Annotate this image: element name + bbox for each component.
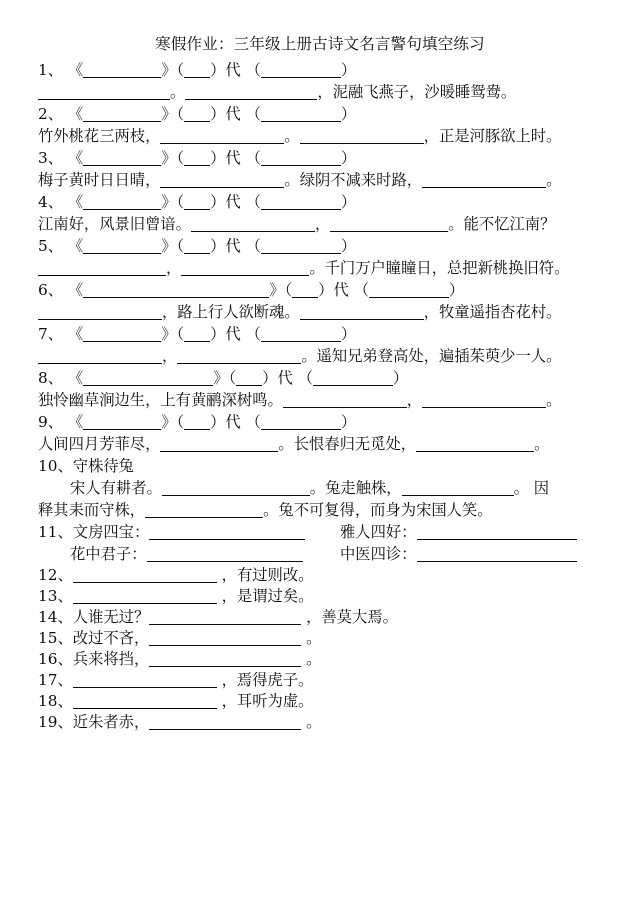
poem-title-blank[interactable] — [83, 282, 269, 298]
poem-verse-line — [38, 389, 606, 411]
static-text: 竹外桃花三两枝， — [38, 127, 161, 145]
author-bracket-close: ） — [448, 281, 465, 299]
author-bracket-close: ） — [392, 369, 409, 387]
dynasty-bracket-open: 》（ — [161, 105, 185, 123]
poem-verse-line — [38, 301, 606, 323]
poem-author-blank[interactable] — [313, 370, 393, 386]
item-11-right-label: 雅人四好： — [340, 523, 417, 541]
item-11-right-cell — [340, 521, 606, 543]
answer-blank[interactable] — [300, 304, 424, 320]
poem-author-blank[interactable] — [261, 194, 341, 210]
poem-dynasty-blank[interactable] — [184, 194, 210, 210]
item-number: 11、 — [38, 523, 73, 541]
answer-blank[interactable] — [38, 348, 162, 364]
item-11-left-label: 文房四宝： — [72, 523, 150, 541]
title-bracket-open: 《 — [63, 369, 84, 387]
static-text: 。兔走触株， — [309, 479, 402, 497]
item-11-left-blank[interactable] — [149, 524, 305, 540]
static-text: ，是谓过矣。 — [216, 587, 314, 605]
item-11-row — [38, 543, 606, 565]
dynasty-bracket-open: 》（ — [161, 237, 185, 255]
static-text: ，耳听为虚。 — [216, 692, 314, 710]
item-10-text-line — [38, 477, 606, 499]
classical-text-item-10 — [38, 455, 606, 521]
answer-blank[interactable] — [422, 172, 546, 188]
poem-number: 4、 — [38, 193, 64, 211]
answer-blank[interactable] — [145, 502, 263, 518]
static-text: ，有过则改。 — [216, 566, 314, 584]
answer-blank[interactable] — [149, 651, 301, 667]
answer-blank[interactable] — [160, 436, 278, 452]
dynasty-bracket-open: 》（ — [161, 413, 185, 431]
maxim-line — [38, 586, 606, 607]
answer-blank[interactable] — [177, 348, 301, 364]
poem-header-line — [38, 191, 606, 213]
static-text: ，善莫大焉。 — [301, 608, 398, 626]
static-text: 。 — [546, 391, 562, 409]
author-bracket-open: ）代 （ — [210, 325, 261, 343]
poem-dynasty-blank[interactable] — [184, 238, 210, 254]
answer-blank[interactable] — [160, 172, 284, 188]
item-11-right-blank[interactable] — [417, 546, 577, 562]
maxim-line — [38, 712, 606, 733]
title-bracket-open: 《 — [63, 61, 84, 79]
answer-blank[interactable] — [38, 304, 162, 320]
poem-author-blank[interactable] — [369, 282, 449, 298]
answer-blank[interactable] — [149, 714, 301, 730]
static-text: 释其耒而守株， — [38, 501, 146, 519]
answer-blank[interactable] — [181, 260, 309, 276]
maxim-number: 15、 — [38, 629, 73, 647]
author-bracket-close: ） — [340, 237, 357, 255]
poem-title-blank[interactable] — [83, 62, 161, 78]
item-11-right-label: 中医四诊： — [340, 545, 417, 563]
answer-blank[interactable] — [73, 693, 217, 709]
item-title: 守株待兔 — [72, 457, 134, 475]
item-11-right-cell — [340, 543, 606, 565]
dynasty-bracket-open: 》（ — [161, 193, 185, 211]
maxim-line — [38, 607, 606, 628]
poem-fill-in-section — [38, 59, 606, 455]
poem-header-line — [38, 323, 606, 345]
answer-blank[interactable] — [149, 609, 301, 625]
poem-number: 7、 — [38, 325, 64, 343]
title-bracket-open: 《 — [63, 281, 84, 299]
author-bracket-open: ）代 （ — [318, 281, 369, 299]
poem-header-line — [38, 279, 606, 301]
poem-title-blank[interactable] — [83, 414, 161, 430]
author-bracket-open: ）代 （ — [210, 149, 261, 167]
title-bracket-open: 《 — [63, 105, 84, 123]
item-10-text-line — [38, 499, 606, 521]
static-text: 改过不吝， — [72, 629, 150, 647]
static-text: 梅子黄时日日晴， — [38, 171, 161, 189]
author-bracket-open: ）代 （ — [210, 193, 261, 211]
poem-number: 3、 — [38, 149, 64, 167]
author-bracket-close: ） — [340, 325, 357, 343]
static-text: 。长恨春归无觅处， — [278, 435, 417, 453]
maxim-number: 18、 — [38, 692, 73, 710]
maxim-number: 13、 — [38, 587, 73, 605]
maxim-number: 14、 — [38, 608, 73, 626]
poem-title-blank[interactable] — [83, 370, 213, 386]
title-bracket-open: 《 — [63, 149, 84, 167]
poem-dynasty-blank[interactable] — [184, 326, 210, 342]
answer-blank[interactable] — [300, 128, 424, 144]
answer-blank[interactable] — [416, 436, 534, 452]
author-bracket-close: ） — [340, 105, 357, 123]
dynasty-bracket-open: 》（ — [269, 281, 293, 299]
answer-blank[interactable] — [73, 567, 217, 583]
maxim-number: 16、 — [38, 650, 73, 668]
answer-blank[interactable] — [160, 128, 284, 144]
item-number: 10、 — [38, 457, 73, 475]
static-text: 兵来将挡， — [72, 650, 150, 668]
author-bracket-open: ）代 （ — [210, 413, 261, 431]
static-text: 。 因 — [513, 479, 550, 497]
static-text: 。 — [301, 713, 322, 731]
title-bracket-open: 《 — [63, 413, 84, 431]
poem-header-line — [38, 235, 606, 257]
item-10-title-line — [38, 455, 606, 477]
author-bracket-close: ） — [340, 61, 357, 79]
poem-header-line — [38, 59, 606, 81]
poem-verse-line — [38, 125, 606, 147]
poem-number: 9、 — [38, 413, 64, 431]
static-text: 人谁无过？ — [72, 608, 150, 626]
title-bracket-open: 《 — [63, 325, 84, 343]
maxim-number: 17、 — [38, 671, 73, 689]
poem-title-blank[interactable] — [83, 238, 161, 254]
poem-verse-line — [38, 213, 606, 235]
poem-number: 6、 — [38, 281, 64, 299]
poem-author-blank[interactable] — [261, 414, 341, 430]
author-bracket-close: ） — [340, 149, 357, 167]
title-bracket-open: 《 — [63, 237, 84, 255]
poem-number: 5、 — [38, 237, 64, 255]
poem-title-blank[interactable] — [83, 106, 161, 122]
static-text: 。 — [284, 127, 300, 145]
static-text: 。能不忆江南？ — [448, 215, 556, 233]
static-text: 江南好，风景旧曾谙。 — [38, 215, 191, 233]
poem-header-line — [38, 103, 606, 125]
item-11-left-cell — [38, 543, 340, 565]
dynasty-bracket-open: 》（ — [161, 149, 185, 167]
item-11-row — [38, 521, 606, 543]
poem-author-blank[interactable] — [261, 150, 341, 166]
answer-blank[interactable] — [185, 84, 317, 100]
maxim-number: 19、 — [38, 713, 73, 731]
static-text: 独怜幽草涧边生，上有黄鹂深树鸣。 — [38, 391, 283, 409]
item-11-left-cell — [38, 521, 340, 543]
answer-blank[interactable] — [73, 672, 217, 688]
answer-blank[interactable] — [422, 392, 546, 408]
dynasty-bracket-open: 》（ — [161, 325, 185, 343]
poem-dynasty-blank[interactable] — [184, 150, 210, 166]
poem-number: 1、 — [38, 61, 64, 79]
static-text: 。 — [534, 435, 550, 453]
poem-number: 2、 — [38, 105, 64, 123]
poem-verse-line — [38, 433, 606, 455]
poem-author-blank[interactable] — [261, 326, 341, 342]
poem-verse-line — [38, 81, 606, 103]
maxim-line — [38, 565, 606, 586]
poem-dynasty-blank[interactable] — [184, 62, 210, 78]
poem-author-blank[interactable] — [261, 106, 341, 122]
author-bracket-close: ） — [340, 193, 357, 211]
static-text: 。 — [170, 83, 186, 101]
static-text: 。千门万户瞳瞳日，总把新桃换旧符。 — [309, 259, 570, 277]
maxim-line — [38, 691, 606, 712]
poem-author-blank[interactable] — [261, 62, 341, 78]
static-text: ， — [162, 347, 178, 365]
poem-verse-line — [38, 257, 606, 279]
static-text: ，路上行人欲断魂。 — [162, 303, 300, 321]
poem-header-line — [38, 367, 606, 389]
author-bracket-close: ） — [340, 413, 357, 431]
item-11-right-blank[interactable] — [417, 524, 577, 540]
static-text: 。兔不可复得，而身为宋国人笑。 — [263, 501, 493, 519]
maxim-number: 12、 — [38, 566, 73, 584]
static-text: ， — [314, 215, 331, 233]
answer-blank[interactable] — [402, 480, 514, 496]
worksheet-body — [0, 59, 640, 733]
poem-author-blank[interactable] — [261, 238, 341, 254]
answer-blank[interactable] — [330, 216, 448, 232]
author-bracket-open: ）代 （ — [210, 105, 261, 123]
poem-number: 8、 — [38, 369, 64, 387]
poem-title-blank[interactable] — [83, 326, 161, 342]
static-text: ， — [406, 391, 423, 409]
static-text: 。 — [546, 171, 562, 189]
answer-blank[interactable] — [191, 216, 315, 232]
poem-dynasty-blank[interactable] — [292, 282, 318, 298]
maxim-line — [38, 649, 606, 670]
maxim-fill-in-section — [38, 565, 606, 733]
static-text: 。绿阴不减来时路， — [284, 171, 423, 189]
answer-blank[interactable] — [149, 630, 301, 646]
item-11-left-blank[interactable] — [147, 546, 303, 562]
static-text: 。遥知兄弟登高处，遍插茱萸少一人。 — [301, 347, 562, 365]
answer-blank[interactable] — [38, 260, 166, 276]
dynasty-bracket-open: 》（ — [213, 369, 237, 387]
poem-dynasty-blank[interactable] — [184, 106, 210, 122]
poem-header-line — [38, 147, 606, 169]
poem-header-line — [38, 411, 606, 433]
poem-title-blank[interactable] — [83, 150, 161, 166]
answer-blank[interactable] — [162, 480, 310, 496]
static-text: 。 — [301, 629, 322, 647]
maxim-line — [38, 628, 606, 649]
author-bracket-open: ）代 （ — [262, 369, 313, 387]
answer-blank[interactable] — [73, 588, 217, 604]
static-text: ， — [166, 259, 182, 277]
poem-dynasty-blank[interactable] — [184, 414, 210, 430]
answer-blank[interactable] — [38, 84, 170, 100]
dynasty-bracket-open: 》（ — [161, 61, 185, 79]
author-bracket-open: ）代 （ — [210, 61, 261, 79]
static-text: 人间四月芳菲尽， — [38, 435, 161, 453]
static-text: ，正是河豚欲上时。 — [423, 127, 562, 145]
static-text: 宋人有耕者。 — [70, 479, 162, 497]
maxim-line — [38, 670, 606, 691]
static-text: ，焉得虎子。 — [216, 671, 314, 689]
poem-dynasty-blank[interactable] — [236, 370, 262, 386]
item-11-left-label: 花中君子： — [70, 545, 147, 563]
category-item-11 — [38, 521, 606, 565]
static-text: 近朱者赤， — [72, 713, 150, 731]
static-text: ，牧童遥指杏花村。 — [423, 303, 562, 321]
poem-verse-line — [38, 345, 606, 367]
static-text: 。 — [301, 650, 322, 668]
poem-verse-line — [38, 169, 606, 191]
answer-blank[interactable] — [283, 392, 407, 408]
author-bracket-open: ）代 （ — [210, 237, 261, 255]
static-text: ，泥融飞燕子，沙暖睡鸳鸯。 — [317, 83, 517, 101]
page-title: 寒假作业：三年级上册古诗文名言警句填空练习 — [155, 35, 485, 53]
poem-title-blank[interactable] — [83, 194, 161, 210]
title-bracket-open: 《 — [63, 193, 84, 211]
